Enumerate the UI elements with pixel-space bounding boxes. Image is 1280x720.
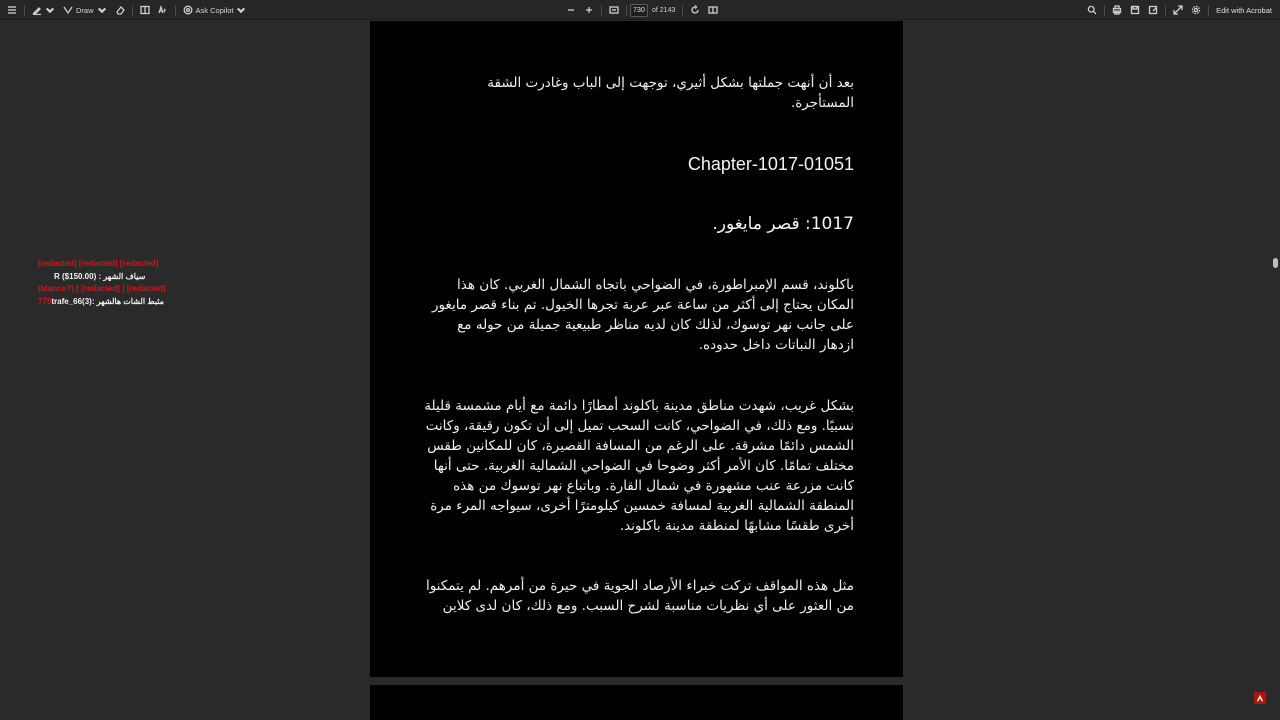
toolbar-divider [1165, 5, 1166, 16]
read-aloud-icon [158, 5, 168, 15]
gear-icon [1191, 5, 1201, 15]
toolbar-divider [601, 5, 602, 16]
next-pdf-page [370, 685, 903, 720]
save-as-button[interactable] [1144, 2, 1162, 18]
rotate-button[interactable] [686, 2, 704, 18]
chapter-heading: Chapter-1017-01051 [687, 154, 854, 174]
minus-icon [566, 5, 576, 15]
chevron-down-icon [45, 5, 55, 15]
overlay-line-2: R ($150.00) : سياف الشهر [54, 271, 146, 281]
zoom-in-button[interactable] [580, 2, 598, 18]
page-total: of 2143 [652, 6, 676, 14]
fit-page-icon [609, 5, 619, 15]
menu-button[interactable] [3, 2, 21, 18]
overlay-line-4-prefix: 775 [38, 296, 52, 306]
toolbar-divider [175, 5, 176, 16]
copilot-label: Ask Copilot [195, 5, 234, 15]
search-button[interactable] [1083, 2, 1101, 18]
overlay-line-3: (blanco?) [ [redacted] ] [redacted] [38, 284, 166, 293]
toolbar-divider [24, 5, 25, 16]
scrollbar-thumb[interactable] [1273, 258, 1278, 268]
print-button[interactable] [1108, 2, 1126, 18]
acrobat-icon [1256, 694, 1264, 702]
toolbar-right-group [1083, 2, 1276, 18]
toolbar-divider [682, 5, 683, 16]
two-page-icon [708, 5, 718, 15]
copilot-icon [183, 5, 193, 15]
overlay-line-4 [38, 296, 238, 309]
plus-icon [584, 5, 594, 15]
overlay-line-1: [redacted] [redacted] [redacted] [38, 259, 159, 268]
chevron-down-icon [97, 5, 107, 15]
save-button[interactable] [1126, 2, 1144, 18]
toolbar-divider [132, 5, 133, 16]
stream-overlay [38, 258, 238, 308]
search-icon [1087, 5, 1097, 15]
toolbar-divider [1208, 5, 1209, 16]
reading-view-icon [140, 5, 150, 15]
overlay-line-4-text: trafe_66(3): مثبط الشات هالشهر [51, 296, 164, 306]
toolbar-center-group [562, 2, 722, 18]
save-icon [1130, 5, 1140, 15]
toolbar-divider [626, 5, 627, 16]
zoom-out-button[interactable] [562, 2, 580, 18]
paragraph-4: مثل هذه المواقف تركت خبراء الأرصاد الجوية في حيرة من أمرهم. لم يتمكنوا من العثور على أي نظريات مناسبة لشرح السبب. ومع ذلك، كان لدى كلاين [425, 578, 854, 614]
toolbar-left-group [3, 2, 250, 18]
page-number-input[interactable] [630, 4, 648, 17]
erase-button[interactable] [111, 2, 129, 18]
list-icon [7, 5, 17, 15]
paragraph-3: بشكل غريب، شهدت مناطق مدينة باكلوند أمطارًا دائمة مع أيام مشمسة قليلة نسبيًا. ومع ذلك، في الضواحي، كانت السحب تميل إلى أن تكون رقيقة، وكانت الشمس دائمًا مشرقة. على الرغم من المسافة القصيرة، كان للمكانين طقس مختلف تمامًا. كان الأمر أكثر وضوحا في الضواحي الشمالية الغربية. حتى أنها كانت مزرعة عنب مشهورة في شمال القارة. وباتباع نهر توسوك من هذه المنطقة الشمالية الغربية لمسافة خمسين كيلومترًا أخرى، سيواجه المرء مرة أخرى طقسًا مشابهًا لمنطقة مدينة باكلوند. [424, 398, 854, 534]
eraser-icon [115, 5, 125, 15]
draw-label: Draw [76, 5, 94, 15]
edit-with-acrobat-button[interactable]: Edit with Acrobat [1216, 5, 1272, 15]
rotate-icon [690, 5, 700, 15]
draw-button[interactable] [59, 2, 111, 18]
acrobat-badge[interactable] [1254, 692, 1266, 704]
expand-button[interactable] [1169, 2, 1187, 18]
fit-page-button[interactable] [605, 2, 623, 18]
pdf-page [370, 21, 903, 677]
expand-icon [1173, 5, 1183, 15]
toolbar-divider [1104, 5, 1105, 16]
paragraph-2: باكلوند، قسم الإمبراطورة، في الضواحي باتجاه الشمال الغربي. كان هذا المكان يحتاج إلى أكثر من ساعة عبر عربة تجرها الخيول. تم بناء قصر مايغور على جانب نهر توسوك، لذلك كان لديه مناظر طبيعية جميلة من حوله مع ازدهار النباتات داخل حدوده. [431, 277, 854, 353]
page-view-button[interactable] [704, 2, 722, 18]
read-aloud-button[interactable] [154, 2, 172, 18]
print-icon [1112, 5, 1122, 15]
chevron-down-icon [236, 5, 246, 15]
view-button[interactable] [136, 2, 154, 18]
paragraph-1: بعد أن أنهت جملتها بشكل أثيري، توجهت إلى الباب وغادرت الشقة المستأجرة. [487, 75, 854, 111]
highlight-button[interactable] [28, 2, 59, 18]
save-as-icon [1148, 5, 1158, 15]
draw-icon [63, 5, 73, 15]
chapter-subtitle: 1017: قصر مايغور. [712, 214, 854, 234]
highlighter-icon [32, 5, 42, 15]
pdf-toolbar [0, 0, 1280, 20]
vertical-scrollbar[interactable] [1270, 21, 1280, 720]
ask-copilot-button[interactable] [179, 2, 251, 18]
settings-button[interactable] [1187, 2, 1205, 18]
